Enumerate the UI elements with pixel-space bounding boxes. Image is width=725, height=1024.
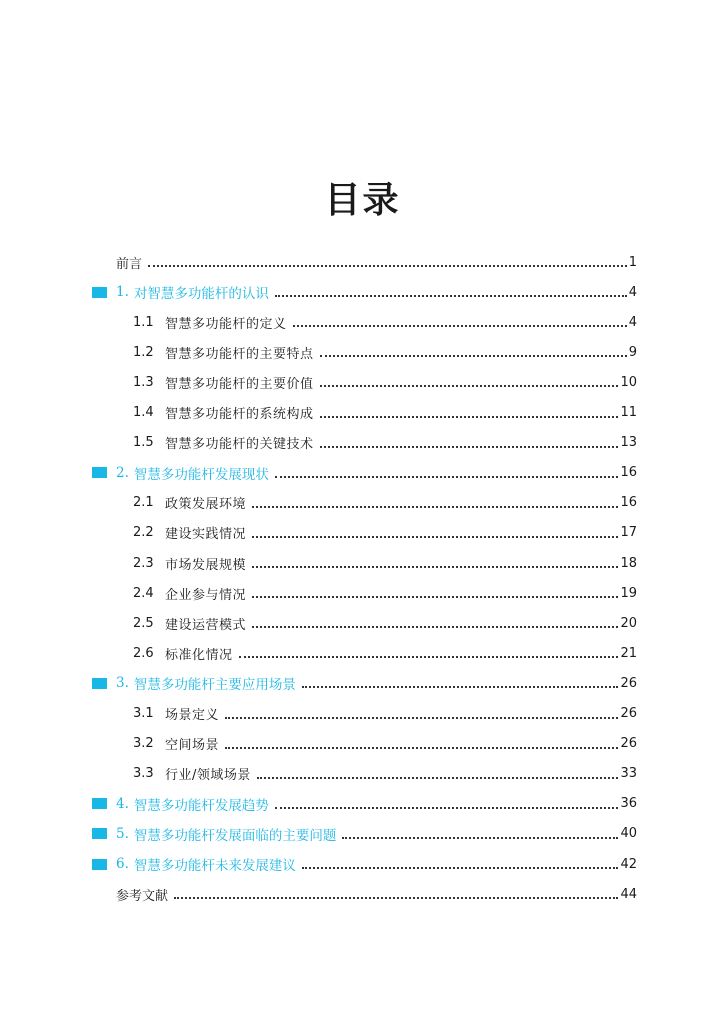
toc-entry-number: 3.3 [133, 766, 154, 782]
dot-leader [225, 717, 618, 719]
toc-entry-page-number: 4 [628, 314, 637, 330]
toc-entry[interactable] [133, 763, 637, 785]
toc-entry-title: 场景定义 [165, 708, 220, 723]
dot-leader [275, 807, 619, 809]
page-title: 目录 [324, 180, 401, 221]
dot-leader [252, 536, 618, 538]
chapter-marker-icon [92, 678, 107, 689]
toc-entry-page-number: 19 [620, 585, 637, 601]
dot-leader [239, 656, 619, 658]
toc-entry-number: 2.2 [133, 525, 154, 541]
toc-entry-number: 2. [116, 464, 129, 481]
toc-entry-title: 智慧多功能杆的定义 [165, 316, 287, 332]
toc-entry-page-number: 11 [620, 405, 637, 420]
dot-leader [252, 596, 618, 598]
toc-entry[interactable] [133, 733, 637, 755]
toc-entry-title: 智慧多功能杆主要应用场景 [133, 677, 296, 694]
toc-entry-page-number: 4 [628, 284, 637, 300]
dot-leader [320, 446, 619, 448]
toc-entry-page-number: 16 [620, 495, 637, 511]
toc-entry[interactable] [116, 251, 637, 273]
dot-leader [148, 265, 627, 267]
toc-entry-number: 1.3 [133, 374, 154, 390]
toc-entry-title: 智慧多功能杆的主要特点 [165, 346, 314, 362]
toc-entry[interactable] [133, 522, 637, 544]
dot-leader [257, 777, 619, 779]
toc-entry-number: 3. [116, 675, 129, 692]
toc-entry-number: 5. [116, 825, 129, 842]
toc-entry-title: 企业参与情况 [165, 587, 247, 603]
toc-entry-page-number: 26 [620, 706, 637, 721]
toc-entry-number: 2.6 [133, 645, 154, 661]
toc-entry-page-number: 9 [628, 344, 637, 360]
dot-leader [275, 476, 619, 478]
toc-entry-title: 建设运营模式 [165, 617, 247, 633]
toc-entry[interactable] [116, 462, 637, 484]
toc-entry[interactable] [133, 432, 637, 454]
toc-entry-page-number: 44 [620, 886, 637, 902]
dot-leader [293, 325, 627, 327]
toc-entry-number: 3.2 [133, 736, 154, 752]
table-of-contents [0, 248, 725, 918]
dot-leader [302, 686, 619, 688]
dot-leader [252, 626, 618, 628]
toc-entry-page-number: 16 [620, 465, 637, 481]
toc-entry-page-number: 36 [620, 796, 637, 812]
toc-entry-number: 2.1 [133, 495, 154, 511]
toc-entry-number: 1.5 [133, 435, 154, 451]
toc-entry-title: 智慧多功能杆发展趋势 [133, 797, 269, 814]
dot-leader [302, 867, 619, 869]
toc-entry-page-number: 26 [620, 675, 637, 691]
dot-leader [275, 295, 627, 297]
dot-leader [174, 897, 618, 899]
toc-entry[interactable] [116, 823, 637, 845]
toc-entry[interactable] [133, 552, 637, 574]
toc-entry-number: 2.3 [133, 555, 154, 571]
toc-entry-number: 1.2 [133, 344, 154, 360]
toc-entry[interactable] [133, 492, 637, 514]
toc-entry[interactable] [133, 582, 637, 604]
toc-entry-title: 行业/领域场景 [165, 768, 251, 784]
toc-entry-title: 智慧多功能杆的系统构成 [165, 407, 314, 422]
toc-entry-number: 2.4 [133, 585, 154, 601]
toc-entry[interactable] [116, 281, 637, 303]
toc-entry-page-number: 33 [620, 766, 637, 782]
toc-entry[interactable] [133, 341, 637, 363]
toc-entry-number: 1.1 [133, 314, 154, 330]
toc-entry-page-number: 21 [620, 645, 637, 661]
dot-leader [320, 355, 627, 357]
toc-entry-title: 政策发展环境 [165, 497, 247, 513]
toc-entry-title: 智慧多功能杆未来发展建议 [133, 858, 296, 874]
chapter-marker-icon [92, 287, 107, 298]
toc-entry-title: 智慧多功能杆发展现状 [133, 466, 269, 483]
toc-entry-title: 前言 [116, 256, 143, 272]
toc-entry-number: 4. [116, 795, 129, 812]
toc-entry-title: 建设实践情况 [165, 527, 247, 543]
dot-leader [252, 506, 618, 508]
dot-leader [320, 385, 619, 387]
toc-entry-number: 3.1 [133, 706, 154, 721]
chapter-marker-icon [92, 859, 107, 870]
toc-entry[interactable] [133, 703, 637, 725]
toc-entry-title: 智慧多功能杆的关键技术 [165, 437, 314, 453]
toc-entry-title: 参考文献 [116, 888, 169, 904]
toc-entry[interactable] [133, 402, 637, 424]
toc-entry-page-number: 40 [620, 826, 637, 842]
toc-entry-page-number: 13 [620, 435, 637, 451]
toc-entry-title: 智慧多功能杆发展面临的主要问题 [133, 827, 337, 844]
chapter-marker-icon [92, 467, 107, 478]
toc-entry-title: 空间场景 [165, 738, 220, 754]
toc-entry-number: 2.5 [133, 615, 154, 631]
toc-entry[interactable] [133, 371, 637, 393]
toc-entry[interactable] [116, 672, 637, 694]
toc-entry-page-number: 1 [628, 254, 637, 270]
toc-entry-page-number: 10 [620, 374, 637, 390]
toc-entry[interactable] [116, 883, 637, 905]
dot-leader [225, 747, 618, 749]
toc-entry-number: 1. [116, 284, 129, 301]
toc-entry-title: 对智慧多功能杆的认识 [133, 286, 269, 303]
dot-leader [320, 416, 619, 418]
toc-entry-title: 市场发展规模 [165, 557, 247, 573]
toc-entry-page-number: 20 [620, 615, 637, 631]
toc-entry-number: 1.4 [133, 405, 154, 420]
chapter-marker-icon [92, 798, 107, 809]
toc-entry-page-number: 17 [620, 525, 637, 541]
toc-entry[interactable] [133, 642, 637, 664]
toc-entry-title: 标准化情况 [165, 647, 233, 663]
chapter-marker-icon [92, 828, 107, 839]
dot-leader [252, 566, 618, 568]
toc-entry-page-number: 18 [620, 555, 637, 571]
dot-leader [342, 837, 618, 839]
toc-entry-number: 6. [116, 856, 129, 872]
toc-entry-title: 智慧多功能杆的主要价值 [165, 376, 314, 392]
toc-entry[interactable] [116, 853, 637, 875]
toc-entry[interactable] [133, 311, 637, 333]
toc-entry-page-number: 42 [620, 856, 637, 872]
toc-entry[interactable] [133, 612, 637, 634]
toc-entry[interactable] [116, 793, 637, 815]
toc-entry-page-number: 26 [620, 736, 637, 752]
